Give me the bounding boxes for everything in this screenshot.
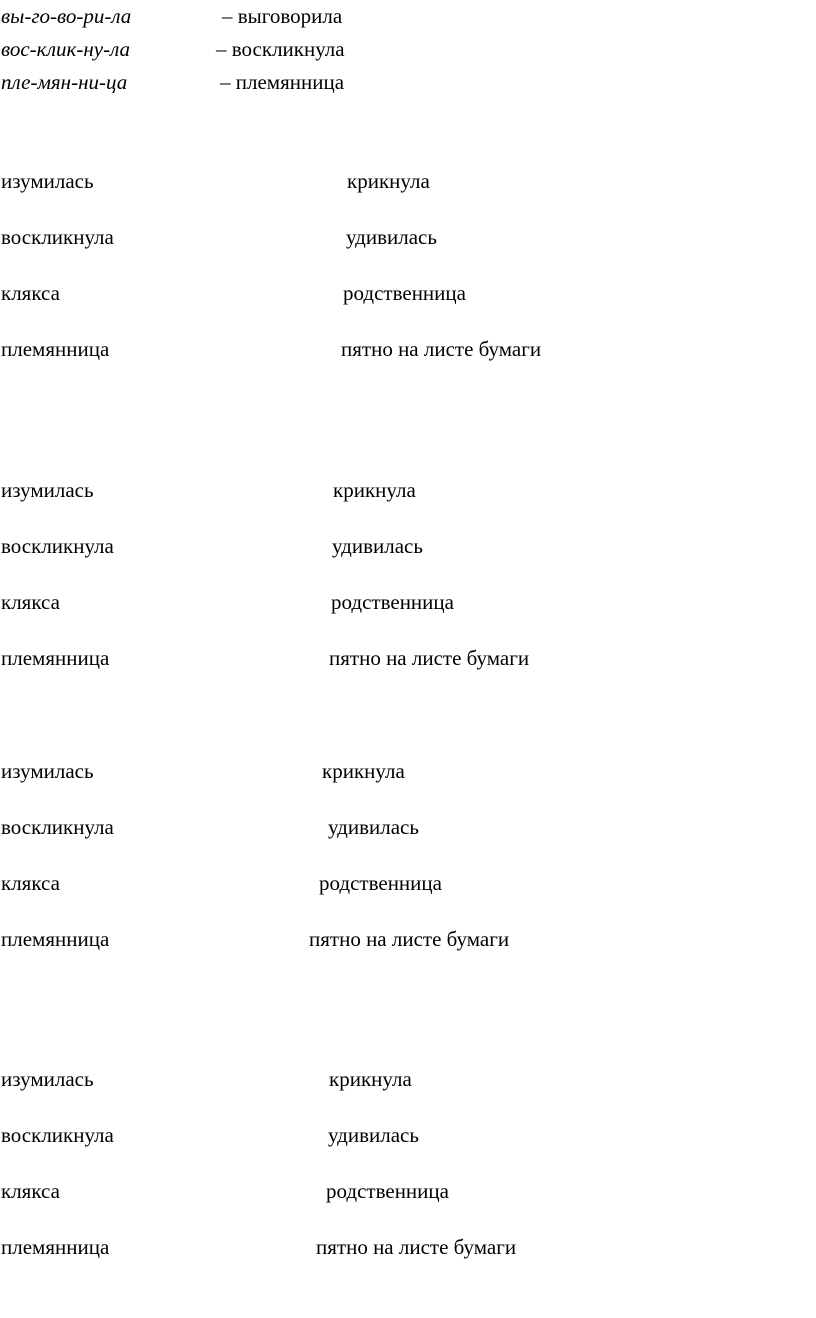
left-word: племянница: [1, 927, 110, 951]
right-word: крикнула: [347, 169, 430, 193]
right-word: пятно на листе бумаги: [309, 927, 510, 951]
right-word: родственница: [326, 1179, 449, 1203]
left-word: племянница: [1, 1235, 110, 1259]
right-word: удивилась: [346, 225, 437, 249]
right-word: удивилась: [328, 1123, 419, 1147]
right-word: крикнула: [322, 759, 405, 783]
left-word: клякса: [1, 1179, 60, 1203]
left-word: клякса: [1, 871, 60, 895]
left-word: племянница: [1, 646, 110, 670]
right-word: удивилась: [328, 815, 419, 839]
left-word: воскликнула: [1, 534, 114, 558]
right-word: родственница: [319, 871, 442, 895]
left-word: изумилась: [1, 169, 94, 193]
syllable-split: пле-мян-ни-ца: [1, 70, 128, 94]
syllable-split: вос-клик-ну-ла: [1, 37, 131, 61]
left-word: племянница: [1, 337, 110, 361]
left-word: изумилась: [1, 1067, 94, 1091]
left-word: клякса: [1, 281, 60, 305]
right-word: крикнула: [333, 478, 416, 502]
right-word: крикнула: [329, 1067, 412, 1091]
right-word: пятно на листе бумаги: [341, 337, 542, 361]
right-word: родственница: [343, 281, 466, 305]
left-word: клякса: [1, 590, 60, 614]
left-word: изумилась: [1, 759, 94, 783]
syllable-word: – воскликнула: [216, 37, 345, 61]
syllable-split: вы-го-во-ри-ла: [1, 4, 132, 28]
right-word: пятно на листе бумаги: [316, 1235, 517, 1259]
left-word: воскликнула: [1, 1123, 114, 1147]
right-word: удивилась: [332, 534, 423, 558]
right-word: родственница: [331, 590, 454, 614]
left-word: изумилась: [1, 478, 94, 502]
syllable-word: – выговорила: [222, 4, 343, 28]
left-word: воскликнула: [1, 225, 114, 249]
syllable-word: – племянница: [220, 70, 345, 94]
left-word: воскликнула: [1, 815, 114, 839]
right-word: пятно на листе бумаги: [329, 646, 530, 670]
